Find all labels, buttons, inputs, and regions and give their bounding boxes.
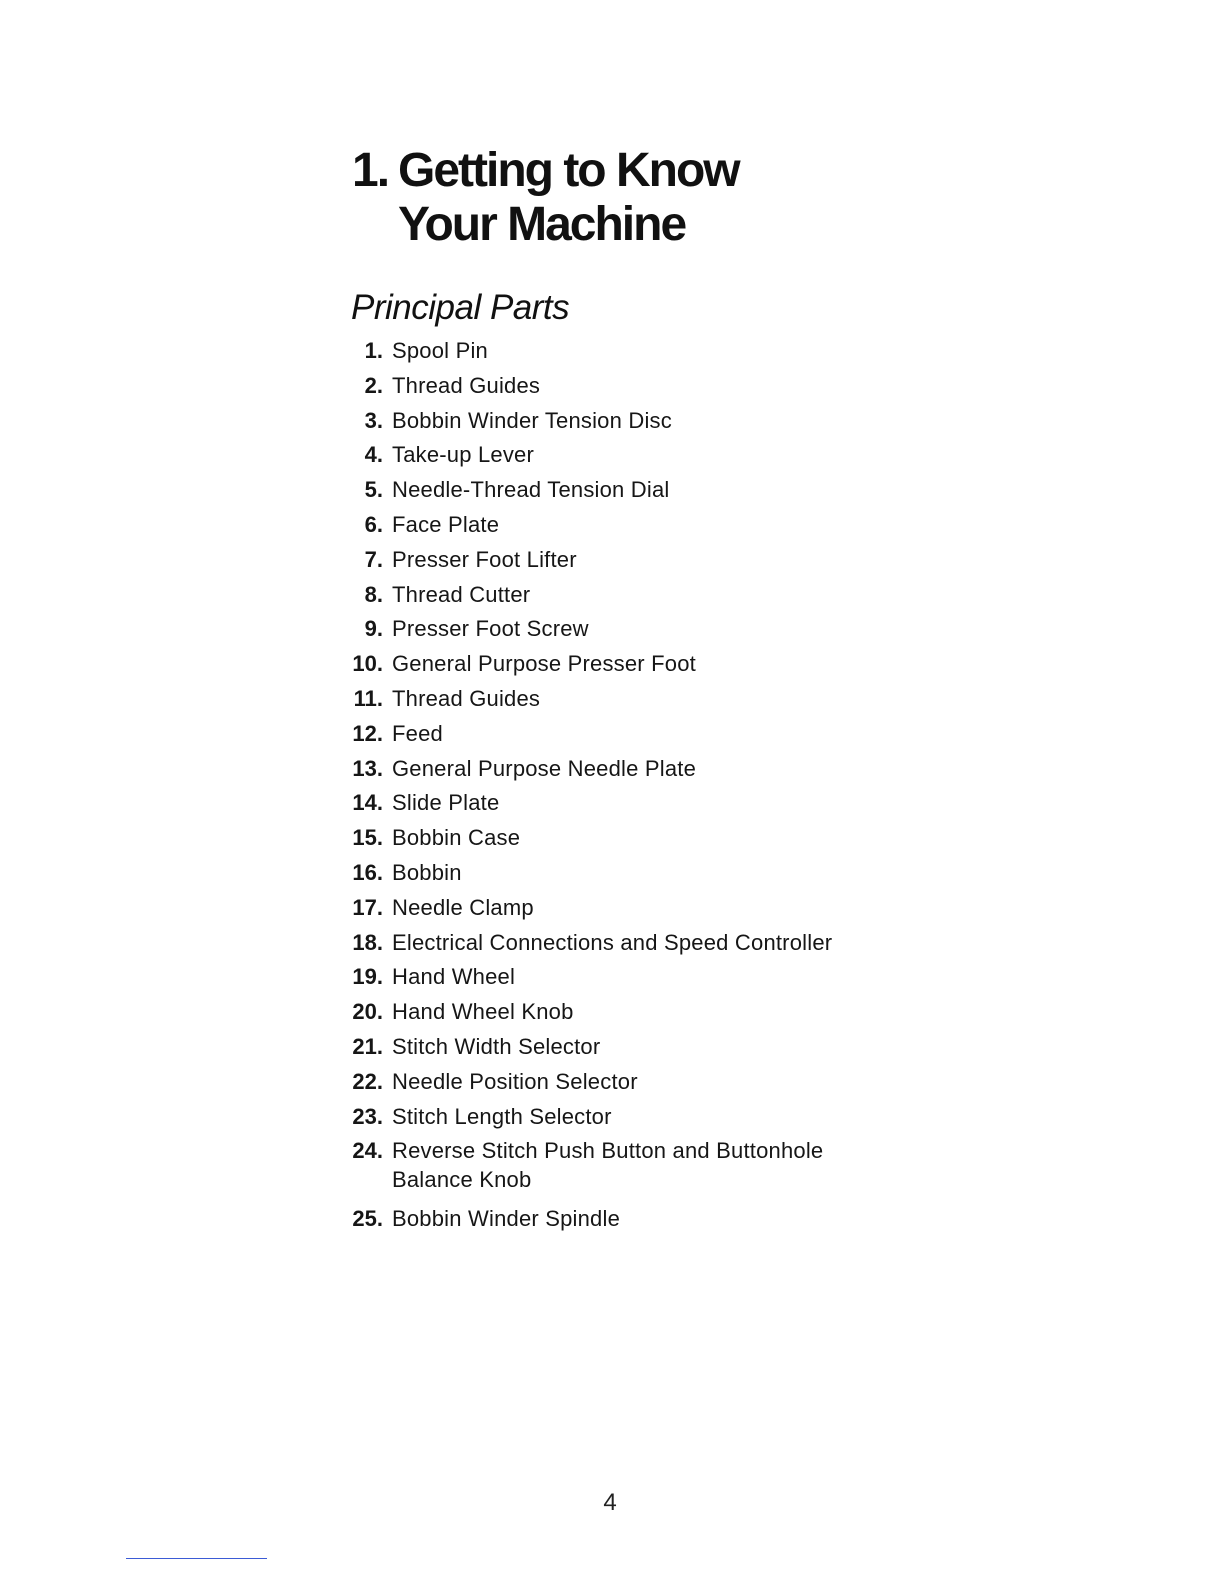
part-number: 18. bbox=[352, 929, 383, 955]
part-label: Needle Clamp bbox=[392, 894, 534, 920]
chapter-title-indent bbox=[352, 198, 398, 252]
principal-parts-list bbox=[340, 334, 900, 1237]
list-item bbox=[340, 473, 900, 508]
part-label: Thread Guides bbox=[392, 685, 541, 711]
part-label: General Purpose Needle Plate bbox=[392, 755, 697, 781]
list-item bbox=[340, 1065, 900, 1100]
list-item bbox=[340, 1134, 900, 1202]
chapter-heading-line-1 bbox=[352, 144, 739, 198]
part-number: 12. bbox=[352, 720, 383, 746]
part-label: Thread Guides bbox=[392, 372, 541, 398]
part-number: 10. bbox=[352, 651, 383, 677]
part-label: Take-up Lever bbox=[392, 442, 535, 468]
list-item bbox=[340, 369, 900, 404]
part-number: 19. bbox=[352, 964, 383, 990]
list-item bbox=[340, 578, 900, 613]
part-number: 21. bbox=[352, 1033, 383, 1059]
part-number: 9. bbox=[364, 616, 383, 642]
part-label: Bobbin Case bbox=[392, 825, 521, 851]
list-item bbox=[340, 960, 900, 995]
part-label: Thread Cutter bbox=[392, 581, 531, 607]
part-label: Stitch Width Selector bbox=[392, 1033, 601, 1059]
part-number: 17. bbox=[352, 894, 383, 920]
list-item bbox=[340, 786, 900, 821]
part-number: 13. bbox=[352, 755, 383, 781]
part-number: 7. bbox=[364, 546, 383, 572]
list-item bbox=[340, 1030, 900, 1065]
chapter-title-line-2: Your Machine bbox=[398, 198, 686, 251]
list-item bbox=[340, 926, 900, 961]
list-item bbox=[340, 334, 900, 369]
chapter-number: 1. bbox=[352, 144, 389, 197]
chapter-title-line-1: Getting to Know bbox=[398, 144, 739, 197]
list-item bbox=[340, 995, 900, 1030]
part-number: 4. bbox=[364, 442, 383, 468]
part-number: 16. bbox=[352, 859, 383, 885]
part-label: Hand Wheel bbox=[392, 964, 516, 990]
part-number: 15. bbox=[352, 825, 383, 851]
part-number: 23. bbox=[352, 1103, 383, 1129]
list-item bbox=[340, 1202, 900, 1237]
footer-rule bbox=[126, 1558, 267, 1559]
part-number: 5. bbox=[364, 477, 383, 503]
chapter-heading-line-2 bbox=[352, 198, 739, 252]
list-item bbox=[340, 1100, 900, 1135]
list-item bbox=[340, 682, 900, 717]
list-item bbox=[340, 508, 900, 543]
list-item bbox=[340, 543, 900, 578]
part-label: Spool Pin bbox=[392, 338, 488, 363]
part-number: 14. bbox=[352, 790, 383, 816]
part-label: Electrical Connections and Speed Controller bbox=[392, 929, 833, 955]
list-item bbox=[340, 752, 900, 787]
part-number: 20. bbox=[352, 999, 383, 1025]
list-item bbox=[340, 404, 900, 439]
part-label: Feed bbox=[392, 720, 443, 746]
part-label: Face Plate bbox=[392, 511, 500, 537]
part-label: Presser Foot Lifter bbox=[392, 546, 577, 572]
part-number: 24. bbox=[352, 1138, 383, 1164]
part-label: Bobbin Winder Spindle bbox=[392, 1206, 621, 1232]
part-number: 3. bbox=[364, 407, 383, 433]
section-title: Principal Parts bbox=[351, 288, 570, 327]
list-item bbox=[340, 856, 900, 891]
list-item bbox=[340, 612, 900, 647]
part-number: 25. bbox=[352, 1206, 383, 1232]
part-number: 1. bbox=[364, 338, 383, 363]
part-number: 11. bbox=[353, 685, 383, 711]
part-number: 22. bbox=[352, 1068, 383, 1094]
part-label: Slide Plate bbox=[392, 790, 500, 816]
part-number: 8. bbox=[364, 581, 383, 607]
list-item bbox=[340, 891, 900, 926]
part-label: Bobbin Winder Tension Disc bbox=[392, 407, 672, 433]
part-number: 2. bbox=[364, 372, 383, 398]
part-label: Reverse Stitch Push Button and Buttonhole Balance Knob bbox=[392, 1138, 824, 1193]
list-item bbox=[340, 438, 900, 473]
part-label: Bobbin bbox=[392, 859, 462, 885]
part-label: Needle-Thread Tension Dial bbox=[392, 477, 670, 503]
part-label: Presser Foot Screw bbox=[392, 616, 589, 642]
list-item bbox=[340, 717, 900, 752]
list-item bbox=[340, 821, 900, 856]
part-number: 6. bbox=[364, 511, 383, 537]
page-number: 4 bbox=[603, 1489, 617, 1516]
part-label: Stitch Length Selector bbox=[392, 1103, 612, 1129]
part-label: Hand Wheel Knob bbox=[392, 999, 574, 1025]
part-label: General Purpose Presser Foot bbox=[392, 651, 696, 677]
list-item bbox=[340, 647, 900, 682]
chapter-heading bbox=[352, 144, 739, 252]
part-label: Needle Position Selector bbox=[392, 1068, 638, 1094]
